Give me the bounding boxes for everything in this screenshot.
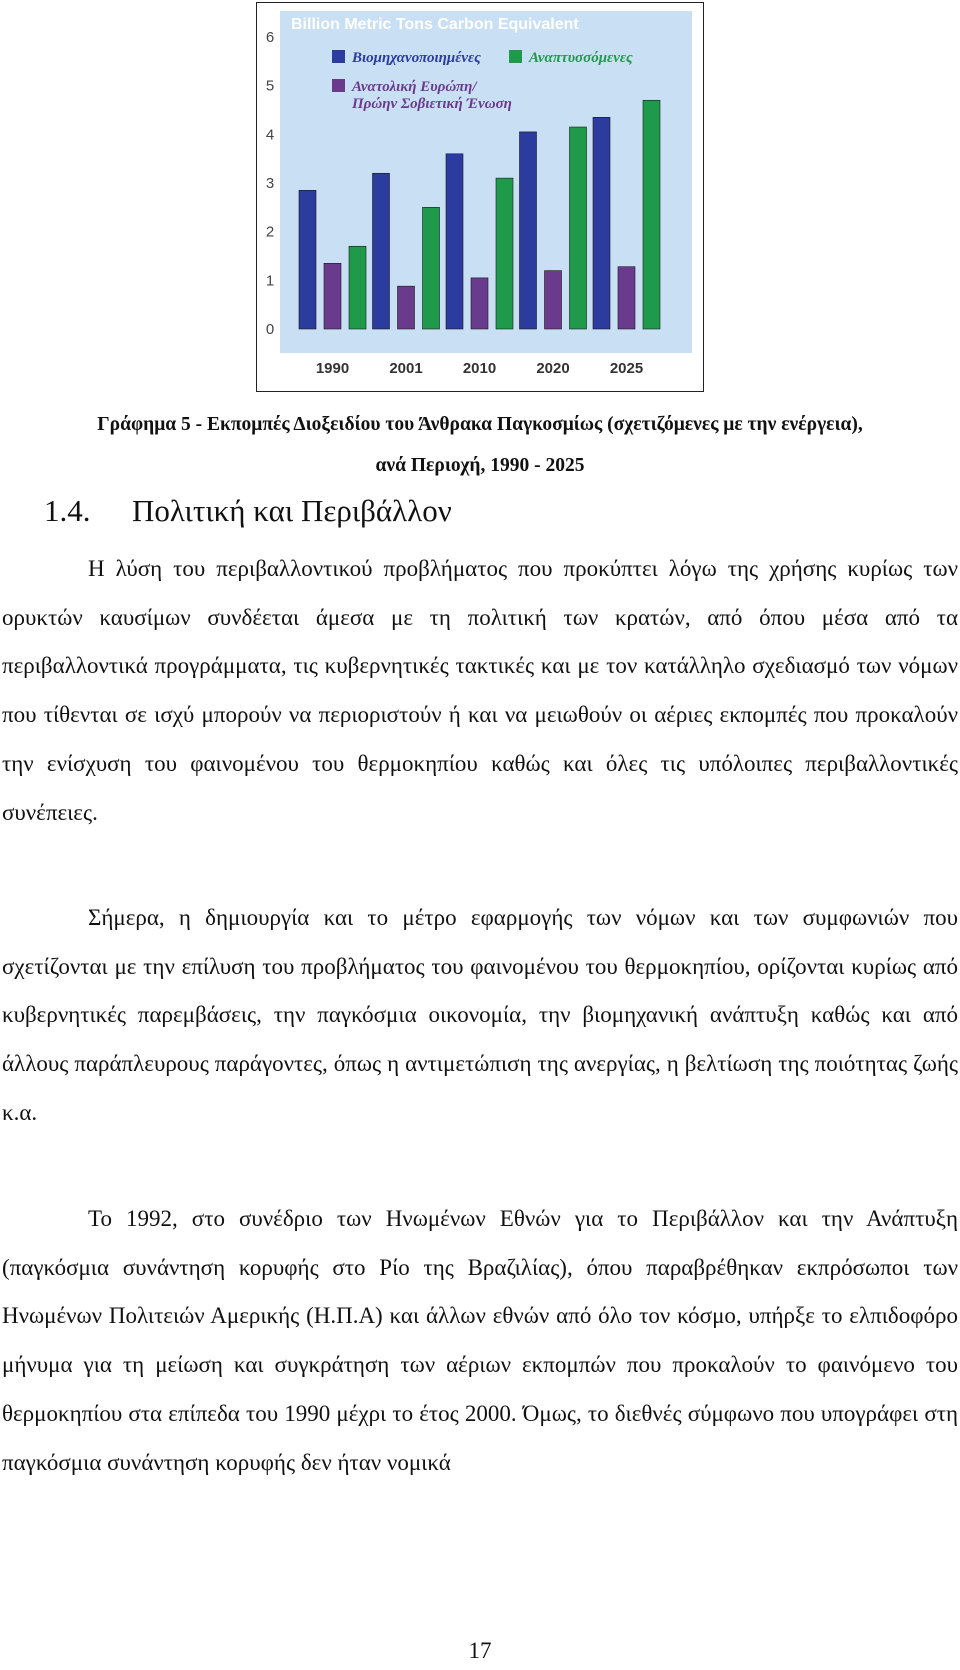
bar — [496, 178, 513, 329]
bar — [618, 267, 635, 329]
bar — [570, 127, 587, 329]
legend-label: Αναπτυσσόμενες — [529, 50, 633, 66]
y-tick-label: 5 — [265, 77, 275, 95]
legend-label: Ανατολική Ευρώπη/ — [352, 79, 477, 95]
section-number: 1.4. — [44, 493, 91, 528]
x-tick-label: 2001 — [389, 360, 423, 377]
x-tick-label: 2010 — [462, 360, 497, 377]
paragraph-1: Η λύση του περιβαλλοντικού προβλήματος που προκύπτει λόγω της χρήσης κυρίως των ορυκτών καυσίμων συνδέεται άμεσα με τη πολιτική των κρατών, από όπου μέσα από τα περιβαλλοντικά προγράμματα, τις κυβερνητικές τακτικές και με τον κατάλληλο σχεδιασμό των νόμων που τίθενται σε ισχύ μπορούν να περιοριστούν ή και να μειωθούν οι αέριες εκπομπές που προκαλούν την ενίσχυση του φαινομένου του θερμοκηπίου καθώς και όλες τις υπόλοιπες περιβαλλοντικές συνέπειες. — [2, 556, 958, 825]
legend-label: Βιομηχανοποιημένες — [352, 50, 481, 66]
unit-label: Billion Metric Tons Carbon Equivalent — [291, 16, 579, 33]
bar — [593, 117, 610, 329]
x-tick-label: 2025 — [609, 360, 644, 377]
y-tick-label: 3 — [265, 175, 275, 192]
bar — [398, 286, 415, 329]
section-heading — [44, 493, 452, 529]
bar — [349, 246, 366, 329]
bar — [446, 154, 463, 329]
y-tick-label: 1 — [265, 272, 275, 290]
bar — [520, 132, 537, 329]
y-tick-label: 0 — [265, 321, 275, 338]
legend-label: Πρώην Σοβιετική Ένωση — [352, 96, 512, 112]
y-tick-label: 2 — [265, 223, 275, 241]
bar — [545, 271, 562, 329]
bar — [299, 190, 316, 329]
figure-caption-line-2: ανά Περιοχή, 1990 - 2025 — [375, 455, 585, 476]
legend-swatch — [509, 50, 522, 63]
paragraph-2: Σήμερα, η δημιουργία και το μέτρο εφαρμογής των νόμων και των συμφωνιών που σχετίζονται με την επίλυση του προβλήματος του φαινομένου του θερμοκηπίου, ορίζονται κυρίως από κυβερνητικές παρεμβάσεις, την παγκόσμια οικονομία, την βιομηχανική ανάπτυξη καθώς και από άλλους παράπλευρους παράγοντες, όπως η αντιμετώπιση της ανεργίας, η βελτίωση της ποιότητας ζωής κ.α. — [2, 905, 958, 1125]
bar — [324, 263, 341, 329]
bar — [471, 278, 488, 329]
x-tick-label: 1990 — [315, 360, 350, 377]
section-title: Πολιτική και Περιβάλλον — [132, 493, 452, 528]
x-tick-label: 2020 — [536, 360, 570, 377]
paragraph-3: Το 1992, στο συνέδριο των Ηνωμένων Εθνών για το Περιβάλλον και την Ανάπτυξη (παγκόσμια συνάντηση κορυφής στο Ρίο της Βραζιλίας), όπου παραβρέθηκαν εκπρόσωποι των Ηνωμένων Πολιτειών Αμερικής (Η.Π.Α) και άλλων εθνών από όλο τον κόσμο, υπήρξε το ελπιδοφόρο μήνυμα για τη μείωση και συγκράτηση των αέριων εκπομπών που προκαλούν το φαινόμενο του θερμοκηπίου στα επίπεδα του 1990 μέχρι το έτος 2000. Όμως, το διεθνές σύμφωνο που υπογράφει στη παγκόσμια συνάντηση κορυφής δεν ήταν νομικά — [2, 1206, 958, 1475]
bar — [643, 100, 660, 329]
figure-caption-line-1: Γράφημα 5 - Εκπομπές Διοξειδίου του Άνθρακα Παγκοσμίως (σχετιζόμενες με την ενέργεια), — [97, 414, 863, 435]
legend-swatch — [332, 79, 345, 92]
bar — [373, 173, 390, 329]
chart-figure — [256, 2, 704, 392]
bar — [423, 207, 440, 329]
legend-swatch — [332, 50, 345, 63]
y-tick-label: 4 — [265, 126, 275, 144]
y-tick-label: 6 — [265, 29, 275, 46]
bar-chart — [257, 3, 702, 390]
page-number: 17 — [468, 1638, 492, 1663]
